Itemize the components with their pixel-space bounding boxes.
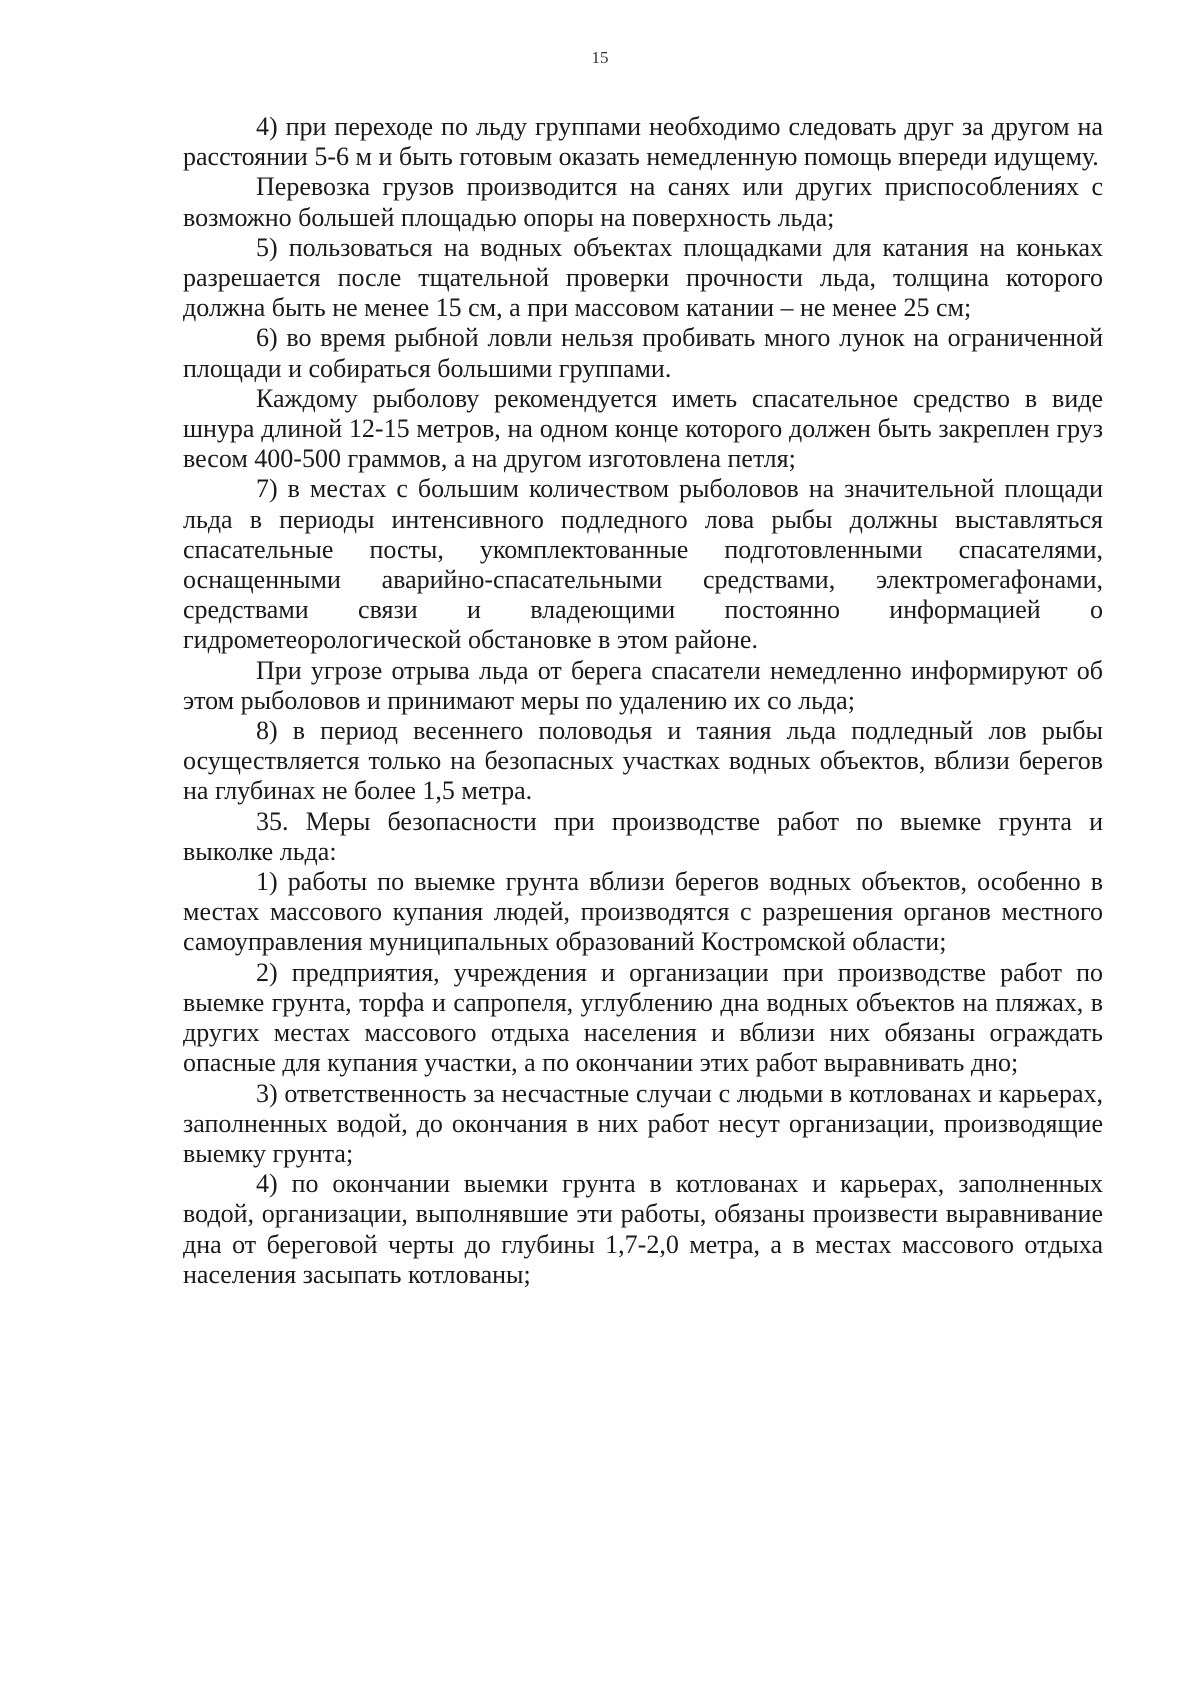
paragraph-item-4-ice-groups: 4) при переходе по льду группами необходимо следовать друг за другом на расстоянии 5-6 м и быть готовым оказать немедленную помощь впереди идущему. <box>183 112 1103 172</box>
paragraph-item-2-enterprises: 2) предприятия, учреждения и организации при производстве работ по выемке грунта, торфа и сапропеля, углублению дна водных объектов на пляжах, в других местах массового отдыха населения и вблизи них обязаны ограждать опасные для купания участки, а по окончании этих работ выравнивать дно; <box>183 957 1103 1078</box>
paragraph-section-35-heading: 35. Меры безопасности при производстве работ по выемке грунта и выколке льда: <box>183 806 1103 866</box>
paragraph-item-4-leveling: 4) по окончании выемки грунта в котлованах и карьерах, заполненных водой, организации, выполнявшие эти работы, обязаны произвести выравнивание дна от береговой черты до глубины 1,7-2,0 метра, а в местах массового отдыха населения засыпать котлованы; <box>183 1169 1103 1289</box>
paragraph-rescue-rope: Каждому рыболову рекомендуется иметь спасательное средство в виде шнура длиной 12-15 метров, на одном конце которого должен быть закреплен груз весом 400-500 граммов, а на другом изготовлена петля; <box>183 383 1103 474</box>
document-body <box>183 112 1103 1290</box>
paragraph-cargo-transport: Перевозка грузов производится на санях или других приспособлениях с возможно большей площадью опоры на поверхность льда; <box>183 172 1103 232</box>
paragraph-item-8-spring-flood: 8) в период весеннего половодья и таяния льда подледный лов рыбы осуществляется только на безопасных участках водных объектов, вблизи берегов на глубинах не более 1,5 метра. <box>183 716 1103 806</box>
paragraph-item-5-skating: 5) пользоваться на водных объектах площадками для катания на коньках разрешается после тщательной проверки прочности льда, толщина которого должна быть не менее 15 см, а при массовом катании – не менее 25 см; <box>183 232 1103 323</box>
paragraph-item-1-excavation: 1) работы по выемке грунта вблизи берегов водных объектов, особенно в местах массового купания людей, производятся с разрешения органов местного самоуправления муниципальных образований Костромской области; <box>183 867 1103 957</box>
paragraph-item-7-rescue-posts: 7) в местах с большим количеством рыболовов на значительной площади льда в периоды интенсивного подледного лова рыбы должны выставляться спасательные посты, укомплектованные подготовленными спасателями, оснащенными аварийно-спасательными средствами, электромегафонами, средствами связи и владеющими постоянно информацией о гидрометеорологической обстановке в этом районе. <box>183 474 1103 655</box>
paragraph-ice-detachment: При угрозе отрыва льда от берега спасатели немедленно информируют об этом рыболовов и принимают меры по удалению их со льда; <box>183 655 1103 715</box>
paragraph-item-6-fishing: 6) во время рыбной ловли нельзя пробивать много лунок на ограниченной площади и собираться большими группами. <box>183 323 1103 383</box>
page-number: 15 <box>591 48 609 67</box>
paragraph-item-3-responsibility: 3) ответственность за несчастные случаи с людьми в котлованах и карьерах, заполненных водой, до окончания в них работ несут организации, производящие выемку грунта; <box>183 1078 1103 1168</box>
